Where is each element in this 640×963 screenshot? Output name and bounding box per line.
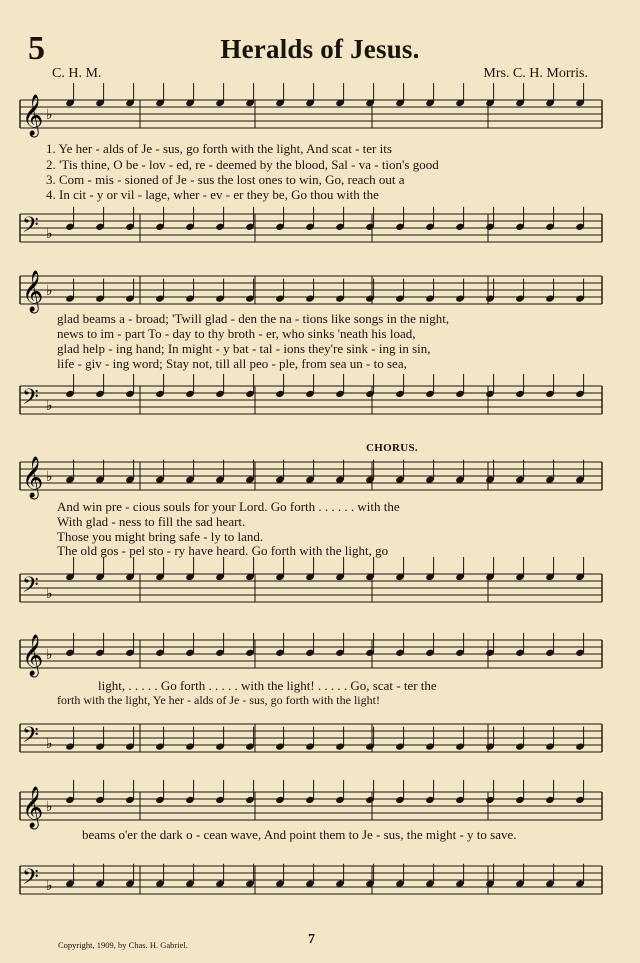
treble-clef-icon: 𝄞 (22, 95, 44, 136)
page-number: 7 (308, 932, 315, 947)
lyric-line: glad beams a - broad; 'Twill glad - den the na - tions like songs in the night, (57, 311, 450, 326)
lyric-line: 1. Ye her - alds of Je - sus, go forth with the light, And scat - ter its (46, 141, 392, 156)
flat-icon: ♭ (46, 226, 53, 242)
bass-clef-icon: 𝄢 (22, 865, 39, 895)
lyric-line: forth with the light, Ye her - alds of Je - sus, go forth with the light! (57, 693, 380, 707)
bass-clef-icon: 𝄢 (22, 385, 39, 415)
lyric-line: 4. In cit - y or vil - lage, wher - ev - er they be, Go thou with the (46, 187, 379, 202)
bass-staff-1 (0, 204, 640, 254)
treble-clef-icon: 𝄞 (22, 787, 44, 828)
lyric-line: light, . . . . . Go forth . . . . . with the light! . . . . . Go, scat - ter the (98, 678, 437, 693)
lyric-line: 2. 'Tis thine, O be - lov - ed, re - deemed by the blood, Sal - va - tion's good (46, 157, 439, 172)
bass-clef-icon: 𝄢 (22, 573, 39, 603)
hymn-number: 5 (28, 30, 45, 67)
lyric-line: news to im - part To - day to thy broth - er, who sinks 'neath his load, (57, 326, 416, 341)
lyric-line: And win pre - cious souls for your Lord. Go forth . . . . . . with the (57, 499, 400, 514)
flat-icon: ♭ (46, 878, 53, 894)
lyric-line: With glad - ness to fill the sad heart. (57, 514, 246, 529)
flat-icon: ♭ (46, 586, 53, 602)
bass-clef-icon: 𝄢 (22, 213, 39, 243)
treble-staff-3 (0, 452, 640, 502)
treble-staff-4 (0, 630, 640, 680)
lyric-line: glad help - ing hand; In might - y bat - tal - ions they're sink - ing in sin, (57, 341, 431, 356)
bass-clef-icon: 𝄢 (22, 723, 39, 753)
bass-staff-5 (0, 856, 640, 906)
lyric-line: The old gos - pel sto - ry have heard. Go forth with the light, go (57, 543, 389, 558)
flat-icon: ♭ (46, 799, 53, 815)
hymn-title: Heralds of Jesus. (220, 34, 420, 64)
lyric-line: 3. Com - mis - sioned of Je - sus the lost ones to win, Go, reach out a (46, 172, 405, 187)
treble-staff-2 (0, 266, 640, 316)
treble-staff-5 (0, 782, 640, 832)
flat-icon: ♭ (46, 283, 53, 299)
composer-credit: C. H. M. (52, 66, 102, 81)
treble-clef-icon: 𝄞 (22, 457, 44, 498)
treble-clef-icon: 𝄞 (22, 635, 44, 676)
flat-icon: ♭ (46, 398, 53, 414)
flat-icon: ♭ (46, 647, 53, 663)
bass-staff-3 (0, 564, 640, 614)
lyric-line: life - giv - ing word; Stay not, till all peo - ple, from sea un - to sea, (57, 356, 407, 371)
lyric-line: beams o'er the dark o - cean wave, And point them to Je - sus, the might - y to save. (82, 827, 517, 842)
lyricist-credit: Mrs. C. H. Morris. (483, 66, 588, 81)
copyright-notice: Copyright, 1909, by Chas. H. Gabriel. (58, 940, 188, 950)
bass-staff-2 (0, 376, 640, 426)
flat-icon: ♭ (46, 736, 53, 752)
bass-staff-4 (0, 714, 640, 764)
lyric-line: Those you might bring safe - ly to land. (57, 529, 264, 544)
chorus-label: CHORUS. (366, 442, 418, 454)
flat-icon: ♭ (46, 107, 53, 123)
flat-icon: ♭ (46, 469, 53, 485)
treble-clef-icon: 𝄞 (22, 271, 44, 312)
